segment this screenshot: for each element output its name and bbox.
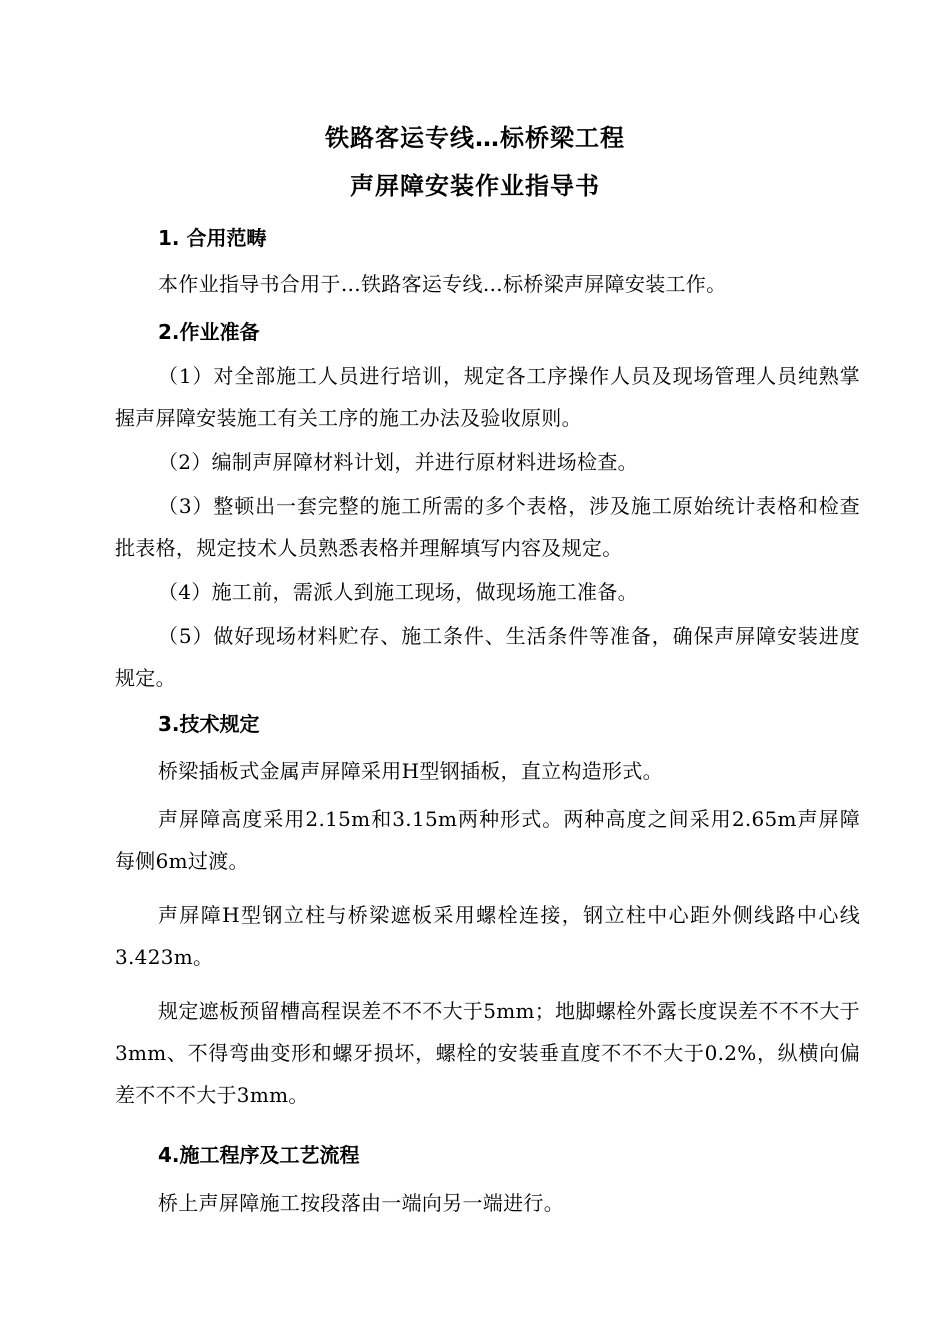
document-title-line1: 铁路客运专线…标桥梁工程 <box>325 124 625 152</box>
preparation-item-5: （5）做好现场材料贮存、施工条件、生活条件等准备，确保声屏障安装进度规定。 <box>115 624 860 690</box>
preparation-item-1: （1）对全部施工人员进行培训，规定各工序操作人员及现场管理人员纯熟掌握声屏障安装施工有关工序的施工办法及验收原则。 <box>115 364 860 430</box>
section-heading-procedure: 4.施工程序及工艺流程 <box>158 1143 360 1167</box>
document-title-line2: 声屏障安装作业指导书 <box>350 172 600 200</box>
preparation-item-4: （4）施工前，需派人到施工现场，做现场施工准备。 <box>158 580 638 604</box>
procedure-paragraph-1: 桥上声屏障施工按段落由一端向另一端进行。 <box>158 1191 564 1215</box>
scope-paragraph: 本作业指导书合用于…铁路客运专线…标桥梁声屏障安装工作。 <box>158 272 727 296</box>
technical-paragraph-3: 声屏障H型钢立柱与桥梁遮板采用螺栓连接，钢立柱中心距外侧线路中心线3.423m。 <box>115 903 860 969</box>
technical-paragraph-4: 规定遮板预留槽高程误差不不不大于5mm；地脚螺栓外露长度误差不不不大于3mm、不得弯曲变形和螺牙损坏，螺栓的安装垂直度不不不大于0.2%，纵横向偏差不不不大于3mm。 <box>115 999 860 1107</box>
preparation-item-2: （2）编制声屏障材料计划，并进行原材料进场检查。 <box>158 450 638 474</box>
preparation-item-3: （3）整顿出一套完整的施工所需的多个表格，涉及施工原始统计表格和检查批表格，规定技术人员熟悉表格并理解填写内容及规定。 <box>115 494 860 560</box>
section-heading-scope: 1. 合用范畴 <box>158 226 267 250</box>
technical-paragraph-2: 声屏障高度采用2.15m和3.15m两种形式。两种高度之间采用2.65m声屏障每侧6m过渡。 <box>115 807 860 873</box>
section-heading-preparation: 2.作业准备 <box>158 320 260 344</box>
section-heading-technical: 3.技术规定 <box>158 712 260 736</box>
technical-paragraph-1: 桥梁插板式金属声屏障采用H型钢插板，直立构造形式。 <box>158 759 663 783</box>
